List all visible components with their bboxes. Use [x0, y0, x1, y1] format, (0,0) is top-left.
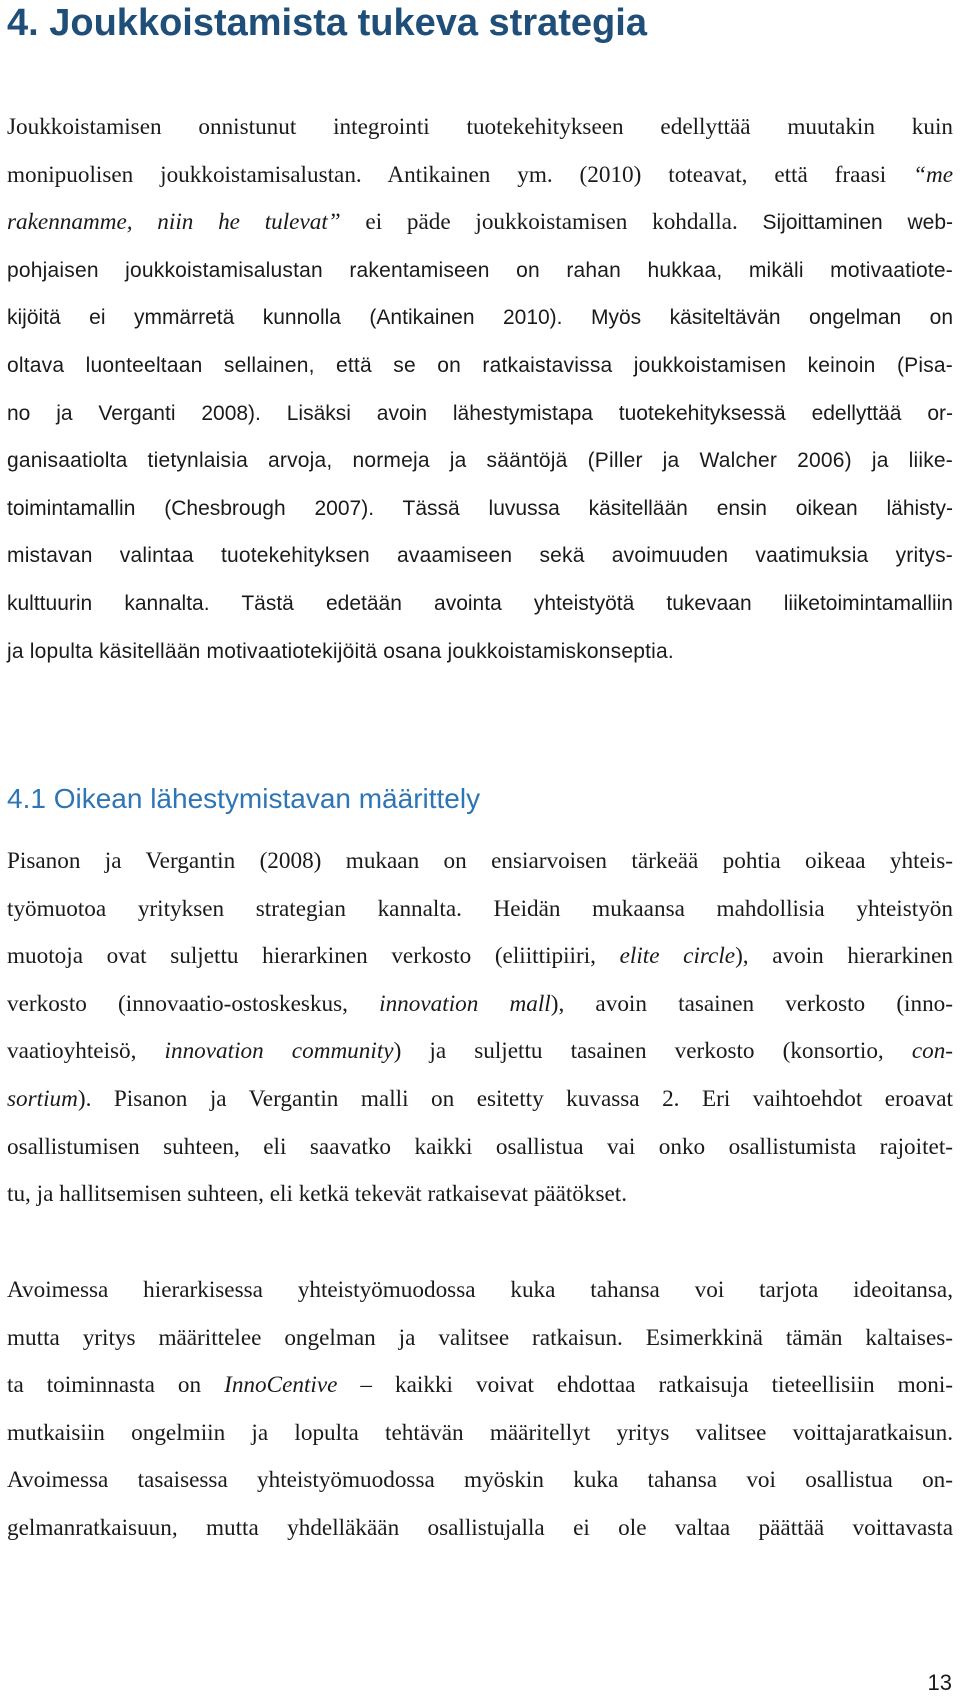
- paragraph-line: verkosto (innovaatio-ostoskeskus, innovation mall), avoin tasainen verkosto (inno-: [7, 990, 953, 1017]
- paragraph-line: osallistumisen suhteen, eli saavatko kaikki osallistua vai onko osallistumista rajoitet-: [7, 1133, 953, 1160]
- paragraph-line: ta toiminnasta on InnoCentive – kaikki voivat ehdottaa ratkaisuja tieteellisiin moni-: [7, 1372, 953, 1399]
- paragraph-line: muotoja ovat suljettu hierarkinen verkosto (eliittipiiri, elite circle), avoin hierarkinen: [7, 943, 953, 970]
- paragraph-line: sortium). Pisanon ja Vergantin malli on esitetty kuvassa 2. Eri vaihtoehdot eroavat: [7, 1085, 953, 1112]
- paragraph-line: tu, ja hallitsemisen suhteen, eli ketkä tekevät ratkaisevat päätökset.: [7, 1181, 628, 1208]
- paragraph-line: toimintamallin (Chesbrough 2007). Tässä luvussa käsitellään ensin oikean lähisty-: [7, 496, 953, 520]
- paragraph-intro: [7, 104, 953, 675]
- paragraph-line: kijöitä ei ymmärretä kunnolla (Antikainen 2010). Myös käsiteltävän ongelman on: [7, 306, 954, 330]
- chapter-title: 4. Joukkoistamista tukeva strategia: [7, 2, 647, 44]
- paragraph-hierarchical: [7, 1267, 953, 1553]
- paragraph-line: ja lopulta käsitellään motivaatiotekijöitä osana joukkoistamiskonseptia.: [7, 639, 674, 663]
- paragraph-line: Pisanon ja Vergantin (2008) mukaan on ensiarvoisen tärkeää pohtia oikeaa yhteis-: [7, 848, 953, 874]
- paragraph-line: no ja Verganti 2008). Lisäksi avoin lähestymistapa tuotekehityksessä edellyttää or-: [7, 401, 953, 425]
- paragraph-line: työmuotoa yrityksen strategian kannalta. Heidän mukaansa mahdollisia yhteistyön: [7, 895, 953, 922]
- paragraph-line: mutta yritys määrittelee ongelman ja valitsee ratkaisun. Esimerkkinä tämän kaltaises-: [7, 1324, 953, 1351]
- page-number: 13: [927, 1670, 952, 1695]
- paragraph-line: kulttuurin kannalta. Tästä edetään avointa yhteistyötä tukevaan liiketoimintamalliin: [7, 591, 953, 615]
- paragraph-line: Avoimessa tasaisessa yhteistyömuodossa myöskin kuka tahansa voi osallistua on-: [7, 1467, 953, 1494]
- paragraph-line: vaatioyhteisö, innovation community) ja suljettu tasainen verkosto (konsortio, con-: [7, 1038, 954, 1065]
- paragraph-approaches: [7, 838, 953, 1219]
- paragraph-line: gelmanratkaisuun, mutta yhdelläkään osallistujalla ei ole valtaa päättää voittavasta: [7, 1514, 953, 1541]
- paragraph-line: oltava luonteeltaan sellainen, että se on ratkaistavissa joukkoistamisen keinoin (Pisa-: [7, 353, 953, 377]
- paragraph-line: rakennamme, niin he tulevat” ei päde joukkoistamisen kohdalla. Sijoittaminen web-: [7, 209, 953, 236]
- paragraph-line: mutkaisiin ongelmiin ja lopulta tehtävän määritellyt yritys valitsee voittajaratkaisun.: [7, 1419, 953, 1446]
- paragraph-line: mistavan valintaa tuotekehityksen avaamiseen sekä avoimuuden vaatimuksia yritys-: [7, 544, 953, 568]
- paragraph-line: pohjaisen joukkoistamisalustan rakentamiseen on rahan hukkaa, mikäli motivaatiote-: [7, 258, 953, 282]
- paragraph-line: monipuolisen joukkoistamisalustan. Antikainen ym. (2010) toteavat, että fraasi “me: [7, 161, 953, 188]
- paragraph-line: Joukkoistamisen onnistunut integrointi tuotekehitykseen edellyttää muutakin kuin: [7, 114, 953, 140]
- paragraph-line: ganisaatiolta tietynlaisia arvoja, normeja ja sääntöjä (Piller ja Walcher 2006) ja liike-: [7, 449, 953, 473]
- section-title: 4.1 Oikean lähestymistavan määrittely: [7, 783, 481, 814]
- paragraph-line: Avoimessa hierarkisessa yhteistyömuodossa kuka tahansa voi tarjota ideoitansa,: [7, 1277, 953, 1303]
